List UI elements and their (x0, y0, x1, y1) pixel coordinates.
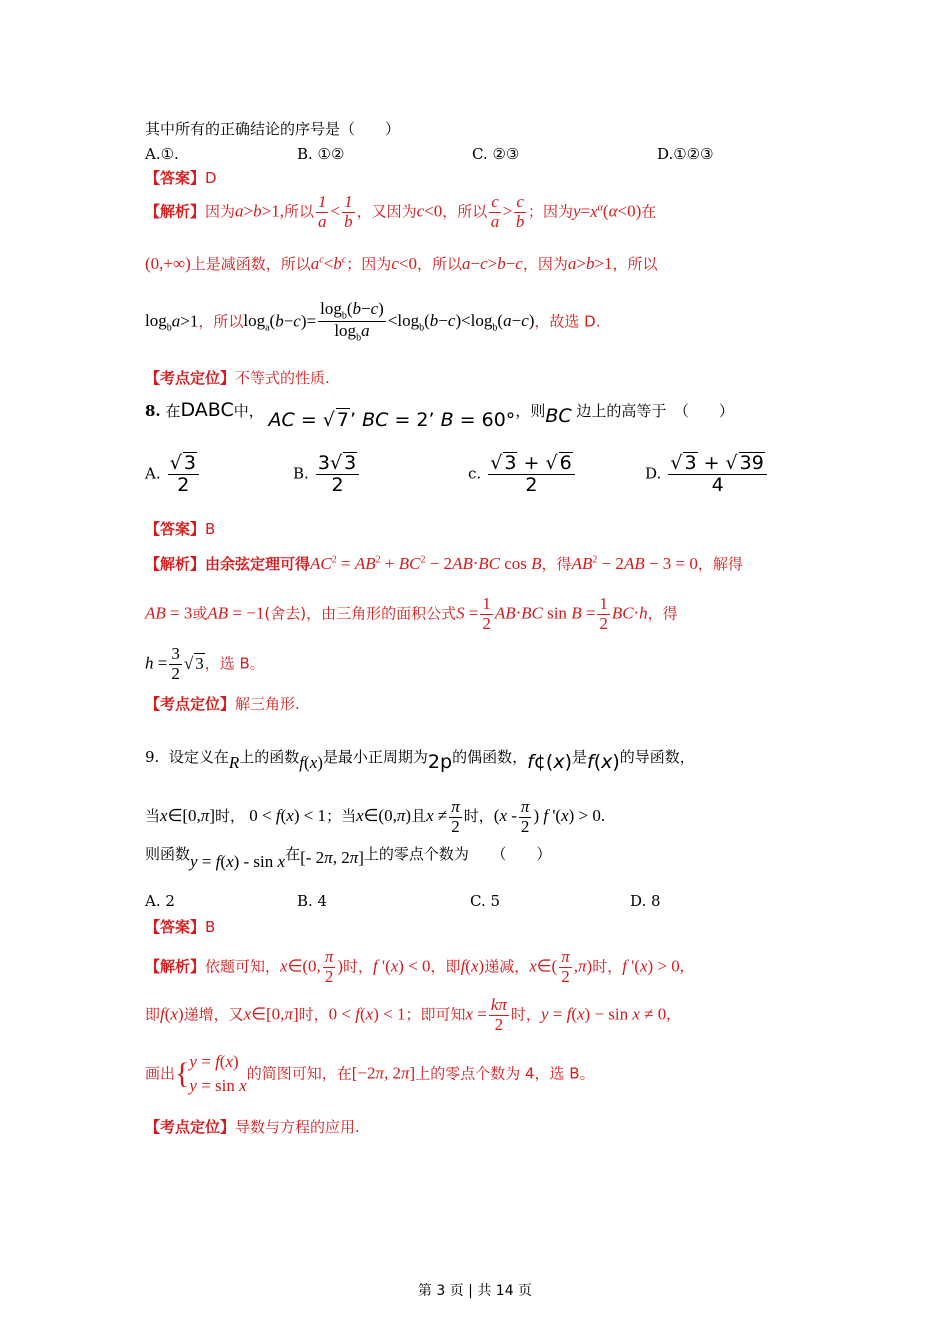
text: ，因为 (522, 255, 568, 273)
math-fraction: $\frac{\pi}{2}$ (561, 947, 570, 986)
text: 的偶函数， (452, 748, 528, 766)
q9-analysis-line1: 【解析】依题可知，x∈(0, $\frac{\pi}{2}$ )时，f '(x) < 0，即f(x)递减，x∈( $\frac{\pi}{2}$ ,π)时，f '(x) > 0, (145, 947, 684, 986)
q7-answer-line (145, 167, 217, 188)
text: 在 (285, 845, 301, 863)
text: 则函数 (145, 845, 191, 863)
q7-analysis-tag: 【解析】 (145, 202, 206, 221)
math-fraction: $\frac{\pi}{2}$ (451, 797, 460, 836)
text: 时， (463, 807, 494, 826)
text: (舍去)，由三角形的面积公式 (264, 604, 457, 623)
q9-option-d: D. 8 (630, 892, 661, 910)
q8-analysis-line2: AB = 3或AB = −1(舍去)，由三角形的面积公式S = $\frac{1}{2}$ AB⋅BC sin B = $\frac{1}{2}$ BC⋅h，得 (145, 594, 678, 633)
q7-topic-tag: 【考点定位】 (145, 369, 236, 387)
q8-analysis-line1: 【解析】由余弦定理可得$AC^2 = AB^2 + BC^2 - 2AB\cdot BC$ cos B，得$AB^2 - 2AB - 3 = 0$，解得 (145, 554, 743, 573)
text: ；当 (326, 807, 357, 826)
q7-option-d: D.①②③ (657, 145, 714, 163)
q9-stem-line2: 当x∈[0,π]时， 0 < f(x) < 1；当x∈(0,π)且x ≠ $\frac{\pi}{2}$ 时，(x - $\frac{\pi}{2}$ ) f '(x) > 0. (145, 797, 606, 836)
q9-option-b: B. 4 (297, 892, 328, 910)
text: 且 (411, 807, 427, 826)
text: 所以 (283, 202, 314, 221)
text: ；因为 (527, 202, 573, 221)
q9-stem-line1: 9. 设定义在R上的函数f(x)是最小正周期为2p的偶函数，f¢(x)是f(x)的导函数， (145, 748, 695, 773)
text: 依题可知， (205, 957, 281, 976)
text: ；因为 (346, 255, 392, 273)
text: 设定义在 (168, 748, 229, 766)
text: 递增，又 (183, 1005, 244, 1024)
math-fraction: $\frac{c}{b}$ (515, 192, 525, 231)
label: B. (293, 464, 309, 483)
math-fraction: $\frac{√ 3}{2}$ (168, 452, 199, 496)
text: 因为 (205, 202, 236, 221)
text: 上的函数 (239, 748, 300, 766)
q7-topic: 不等式的性质. (235, 369, 330, 387)
text: 的导函数， (619, 748, 695, 766)
text: 画出 (145, 1064, 176, 1083)
text: 是 (571, 748, 587, 766)
math-fraction: $\frac{√ 3 + √ 39}{4}$ (668, 452, 767, 496)
text: ，得 (647, 604, 678, 623)
text: 即 (145, 1005, 161, 1024)
text: 由余弦定理可得 (205, 555, 311, 573)
q7-topic-line (145, 367, 330, 388)
q7-option-b: B. ①② (297, 145, 345, 163)
q8-answer: B (205, 520, 216, 538)
text: ，所以 (442, 202, 488, 221)
q9-analysis-line2: 即f(x)递增，又x∈[0,π]时，0 < f(x) < 1；即可知x = $\frac{k\pi}{2}$ 时，y = f(x) − sin x ≠ 0, (145, 995, 671, 1034)
text: 是最小正周期为 (322, 748, 428, 766)
text: 时， (343, 957, 374, 976)
text: ，得 (541, 555, 572, 573)
math-fraction: $\frac{\log_b(b-c)}{\log_ba}$ (320, 299, 384, 344)
q8-option-d (645, 452, 769, 496)
math-fraction: $\frac{1}{2}$ (482, 594, 491, 633)
q9-topic-line (145, 1116, 360, 1137)
math: a (235, 201, 244, 221)
q7-answer: D (205, 169, 217, 187)
text: ，则 (515, 402, 546, 420)
label: c. (468, 464, 482, 483)
text: ，所以 (612, 255, 658, 273)
q8-stem: 8. 在DABC中， AC = √ 7’ BC = 2’ B = 60°，则BC 边上的高等于 （ ） (145, 399, 734, 431)
math-fraction: $\frac{1}{a}$ (317, 192, 327, 231)
q9-option-a: A. 2 (145, 892, 175, 910)
text: 中， (233, 402, 264, 420)
text: ，选 B。 (204, 654, 265, 673)
q8-answer-tag: 【答案】 (145, 520, 206, 538)
q8-answer-line (145, 518, 215, 539)
text: 在 (165, 402, 181, 420)
math-fraction: $\frac{√ 3 + √ 6}{2}$ (488, 452, 574, 496)
text: 时， (592, 957, 623, 976)
q8-topic-tag: 【考点定位】 (145, 695, 236, 713)
q8-topic: 解三角形. (235, 695, 300, 713)
text: 的简图可知，在 (246, 1064, 352, 1083)
q9-topic-tag: 【考点定位】 (145, 1118, 236, 1136)
text: 在 (641, 202, 657, 221)
q9-number: 9. (145, 748, 160, 766)
text: ，又因为 (356, 202, 417, 221)
text: ，解得 (697, 555, 743, 573)
q8-option-c (468, 452, 577, 496)
label: A. (145, 464, 161, 483)
text: ，所以 (416, 255, 462, 273)
text: 时， (510, 1005, 541, 1024)
text: 时， (215, 807, 246, 826)
math-fraction: $\frac{k\pi}{2}$ (490, 995, 507, 1034)
math-fraction: $\frac{3}{2}$ (171, 644, 180, 683)
q9-analysis-tag: 【解析】 (145, 957, 206, 976)
q9-answer-line (145, 916, 215, 937)
q9-analysis-line3: 画出{ y = f(x) y = sin x 的简图可知，在[−2π, 2π]上的零点个数为 4，选 B。 (145, 1052, 595, 1095)
text: 时， (298, 1005, 329, 1024)
text: ，所以 (198, 312, 244, 331)
q8-option-b (293, 452, 361, 496)
text: ，故选 D. (534, 312, 601, 331)
text: 递减， (484, 957, 530, 976)
q9-answer-tag: 【答案】 (145, 918, 206, 936)
q8-topic-line (145, 693, 300, 714)
q7-answer-tag: 【答案】 (145, 169, 206, 187)
q7-analysis-line2: (0,+∞)上是减函数，所以$a^c<b^c$；因为c<0，所以a−c>b−c，因为a>b>1，所以 (145, 254, 658, 273)
text: 边上的高等于 （ ） (576, 402, 734, 420)
text: ，即 (430, 957, 461, 976)
math-fraction: $\frac{1}{2}$ (599, 594, 608, 633)
math-fraction: $\frac{c}{a}$ (490, 192, 500, 231)
text: 或 (192, 604, 208, 623)
q8-option-a (145, 452, 201, 496)
q7-analysis-line3: $\log_ba>1$，所以$\log_a(b-c)=$ $\frac{\log_b(b-c)}{\log_ba}$ $<\log_b(b-c)<\log_b(a-c)$，故选 D. (145, 299, 601, 344)
q8-analysis-line3: h = $\frac{3}{2}$ √ 3，选 B。 (145, 644, 265, 683)
text: 当 (145, 807, 161, 826)
text: 上的零点个数为 4，选 B。 (415, 1064, 595, 1083)
q9-answer: B (205, 918, 216, 936)
q7-option-a: A.①. (145, 145, 179, 163)
q9-topic: 导数与方程的应用. (235, 1118, 360, 1136)
math-fraction: $\frac{\pi}{2}$ (324, 947, 334, 986)
q7-analysis-line1: 【解析】因为a>b>1,所以 $\frac{1}{a}$ < $\frac{1}{b}$ ，又因为c<0，所以 $\frac{c}{a}$ > $\frac{c}{b}$ ；因为$y=x^\alpha(\alpha<0)$在 (145, 192, 657, 231)
q7-stem: 其中所有的正确结论的序号是（ ） (145, 120, 401, 138)
q7-option-c: C. ②③ (472, 145, 520, 163)
q9-option-c: C. 5 (470, 892, 501, 910)
text: 上的零点个数为 （ ） (363, 845, 552, 863)
q8-analysis-tag: 【解析】 (145, 555, 206, 573)
text: 上是减函数，所以 (190, 255, 311, 273)
math-fraction: $\frac{\pi}{2}$ (520, 797, 530, 836)
text: ；即可知 (405, 1005, 466, 1024)
page-footer: 第 3 页 | 共 14 页 (417, 1283, 533, 1299)
q9-stem-line3: 则函数y = f(x) - sin x在[- 2π, 2π]上的零点个数为 （ ） (145, 845, 552, 871)
label: D. (645, 464, 662, 483)
q8-number: 8. (145, 402, 161, 420)
math-fraction: $\frac{1}{b}$ (344, 192, 353, 231)
math-fraction: $\frac{3√ 3}{2}$ (316, 452, 359, 496)
